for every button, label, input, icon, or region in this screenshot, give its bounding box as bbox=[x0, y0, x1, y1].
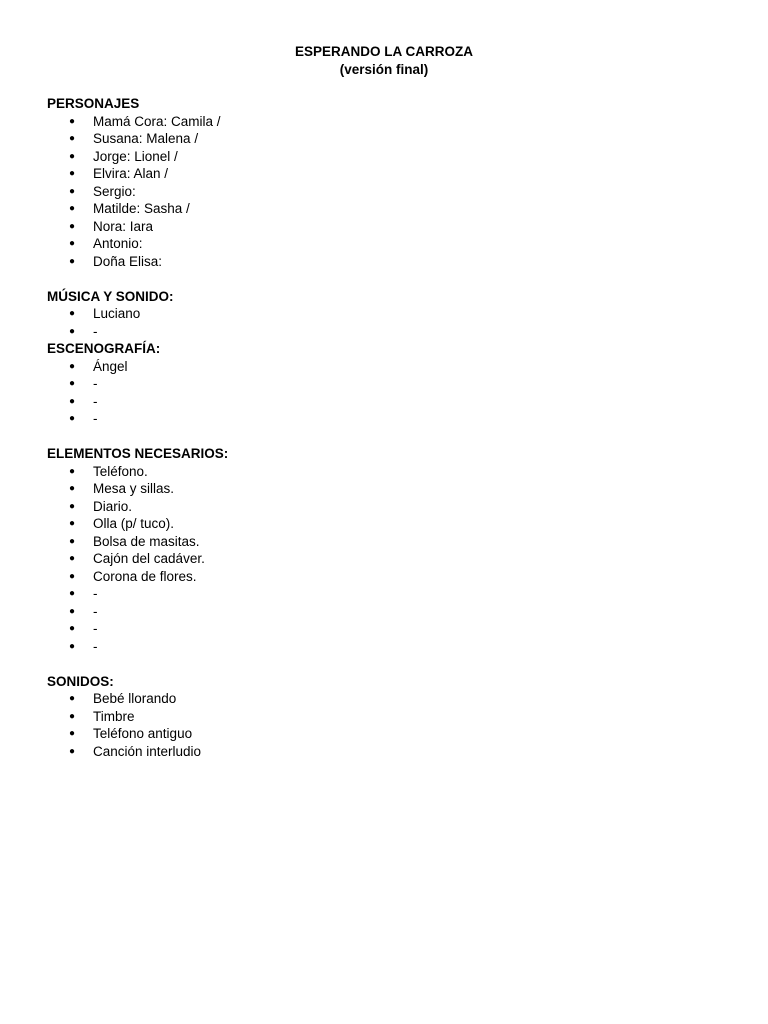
list-sonidos bbox=[47, 690, 727, 760]
list-item bbox=[47, 148, 727, 166]
list-item-text: - bbox=[93, 603, 98, 619]
bullet-icon: ● bbox=[69, 693, 76, 704]
bullet-icon: ● bbox=[69, 535, 76, 547]
list-item bbox=[47, 498, 727, 516]
list-item-text: - bbox=[93, 411, 98, 426]
bullet-icon: ● bbox=[69, 465, 76, 477]
section-elementos-necesarios bbox=[47, 445, 727, 655]
spacer bbox=[47, 428, 727, 446]
list-elementos bbox=[47, 463, 727, 656]
bullet-icon: ● bbox=[69, 623, 76, 634]
list-item bbox=[47, 585, 727, 603]
list-item-text: Jorge: Lionel / bbox=[93, 148, 178, 164]
list-item-text: Olla (p/ tuco). bbox=[93, 516, 175, 531]
list-escenografia bbox=[47, 358, 727, 428]
bullet-icon: ● bbox=[69, 133, 76, 144]
list-item bbox=[47, 393, 727, 411]
list-item-text: - bbox=[93, 638, 98, 654]
list-item-text: Bolsa de masitas. bbox=[93, 533, 200, 549]
list-item bbox=[47, 708, 727, 726]
list-item-text: Nora: Iara bbox=[93, 218, 154, 234]
list-item bbox=[47, 218, 727, 236]
list-item-text: - bbox=[93, 393, 98, 409]
list-item bbox=[47, 690, 727, 708]
list-item-text: Cajón del cadáver. bbox=[93, 551, 205, 566]
list-item bbox=[47, 235, 727, 253]
bullet-icon: ● bbox=[69, 238, 76, 249]
list-item-text: Matilde: Sasha / bbox=[93, 201, 190, 216]
list-item-text: Corona de flores. bbox=[93, 568, 197, 584]
bullet-icon: ● bbox=[69, 483, 76, 494]
list-item bbox=[47, 305, 727, 323]
list-item-text: - bbox=[93, 323, 98, 339]
list-item bbox=[47, 130, 727, 148]
list-item-text: Timbre bbox=[93, 708, 135, 724]
list-item-text: Susana: Malena / bbox=[93, 131, 199, 146]
bullet-icon: ● bbox=[69, 308, 76, 319]
spacer bbox=[47, 270, 727, 288]
list-item bbox=[47, 550, 727, 568]
list-item bbox=[47, 568, 727, 586]
list-item bbox=[47, 743, 727, 761]
bullet-icon: ● bbox=[69, 728, 76, 739]
bullet-icon: ● bbox=[69, 553, 76, 564]
list-item bbox=[47, 323, 727, 341]
list-item bbox=[47, 200, 727, 218]
list-item-text: Canción interludio bbox=[93, 743, 202, 759]
list-item bbox=[47, 725, 727, 743]
bullet-icon: ● bbox=[69, 518, 76, 529]
bullet-icon: ● bbox=[69, 395, 76, 407]
document-body bbox=[47, 95, 727, 760]
list-item bbox=[47, 165, 727, 183]
list-personajes bbox=[47, 113, 727, 271]
bullet-icon: ● bbox=[69, 588, 76, 599]
list-item bbox=[47, 620, 727, 638]
section-escenografia bbox=[47, 340, 727, 428]
list-item bbox=[47, 183, 727, 201]
list-item bbox=[47, 358, 727, 376]
list-item-text: Bebé llorando bbox=[93, 691, 177, 706]
list-item-text: Sergio: bbox=[93, 183, 136, 199]
bullet-icon: ● bbox=[69, 745, 76, 757]
list-item bbox=[47, 463, 727, 481]
list-item-text: Teléfono antiguo bbox=[93, 726, 193, 741]
list-item bbox=[47, 533, 727, 551]
list-item bbox=[47, 638, 727, 656]
list-item-text: Luciano bbox=[93, 306, 141, 321]
bullet-icon: ● bbox=[69, 640, 76, 652]
list-item-text: Diario. bbox=[93, 498, 133, 514]
list-item bbox=[47, 253, 727, 271]
list-item bbox=[47, 603, 727, 621]
document-title: ESPERANDO LA CARROZA bbox=[294, 44, 473, 59]
section-heading-personajes: PERSONAJES bbox=[47, 96, 140, 111]
bullet-icon: ● bbox=[69, 150, 76, 162]
bullet-icon: ● bbox=[69, 710, 76, 722]
list-item bbox=[47, 480, 727, 498]
list-item-text: Mesa y sillas. bbox=[93, 481, 175, 496]
bullet-icon: ● bbox=[69, 500, 76, 512]
list-item-text: Teléfono. bbox=[93, 463, 148, 479]
list-item-text: - bbox=[93, 586, 98, 601]
section-heading-musica: MÚSICA Y SONIDO: bbox=[47, 288, 174, 304]
bullet-icon: ● bbox=[69, 203, 76, 214]
section-heading-elementos: ELEMENTOS NECESARIOS: bbox=[47, 446, 229, 461]
list-item-text: Antonio: bbox=[93, 236, 143, 251]
section-heading-sonidos: SONIDOS: bbox=[47, 673, 114, 689]
list-item-text: Mamá Cora: Camila / bbox=[93, 113, 221, 129]
section-sonidos bbox=[47, 673, 727, 761]
list-item bbox=[47, 410, 727, 428]
bullet-icon: ● bbox=[69, 220, 76, 232]
document-subtitle: (versión final) bbox=[339, 62, 429, 77]
list-item-text: Doña Elisa: bbox=[93, 253, 163, 269]
section-musica-y-sonido bbox=[47, 288, 727, 341]
bullet-icon: ● bbox=[69, 185, 76, 197]
list-item-text: - bbox=[93, 376, 98, 391]
bullet-icon: ● bbox=[69, 570, 76, 582]
section-personajes bbox=[47, 95, 727, 270]
list-item bbox=[47, 375, 727, 393]
bullet-icon: ● bbox=[69, 360, 76, 372]
spacer bbox=[47, 655, 727, 673]
bullet-icon: ● bbox=[69, 413, 76, 424]
list-item bbox=[47, 113, 727, 131]
bullet-icon: ● bbox=[69, 115, 76, 127]
bullet-icon: ● bbox=[69, 168, 76, 179]
list-item-text: Ángel bbox=[93, 358, 128, 374]
section-heading-escenografia: ESCENOGRAFÍA: bbox=[47, 341, 161, 356]
bullet-icon: ● bbox=[69, 325, 76, 337]
bullet-icon: ● bbox=[69, 255, 76, 267]
list-item-text: Elvira: Alan / bbox=[93, 166, 169, 181]
list-item-text: - bbox=[93, 621, 98, 636]
list-musica bbox=[47, 305, 727, 340]
bullet-icon: ● bbox=[69, 378, 76, 389]
bullet-icon: ● bbox=[69, 605, 76, 617]
list-item bbox=[47, 515, 727, 533]
